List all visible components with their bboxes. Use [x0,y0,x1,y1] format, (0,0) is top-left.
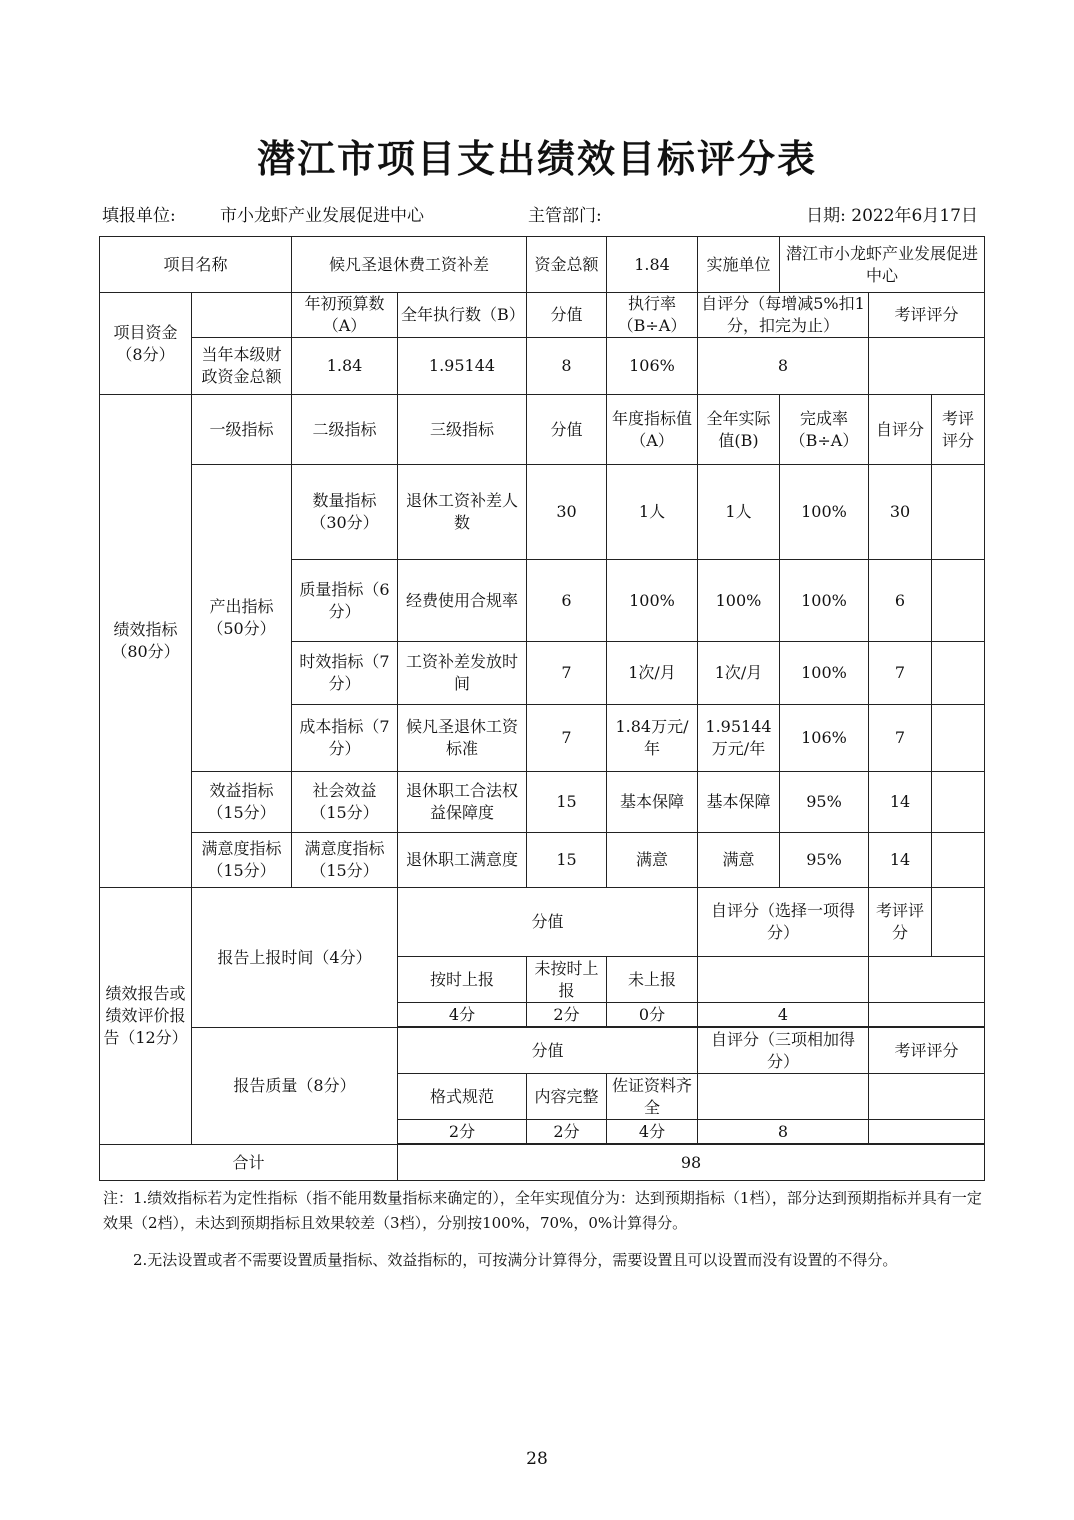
supervising-dept-label: 主管部门: [528,206,602,226]
date-text: 日期: 2022年6月17日 [806,206,978,226]
perf-self-score-header: 自评分 [869,395,932,465]
report-time-review-label: 考评评分 [869,888,932,957]
note-1: 注：1.绩效指标若为定性指标（指不能用数量指标来确定的），全年实现值分为：达到预期指标（1档），部分达到预期指标并具有一定效果（2档），未达到预期指标且效果较差（3档），分别按100%，70%，0%计算得分。 [103,1189,982,1232]
table-row-self: 30 [869,465,932,560]
table-row-l3: 退休工资补差人数 [398,465,527,560]
funds-score-value: 8 [527,338,607,395]
document-title: 潜江市项目支出绩效目标评分表 [256,136,817,181]
report-quality-score: 2分 [527,1120,607,1144]
empty-cell [869,1120,985,1144]
report-time-option: 未按时上报 [527,957,607,1003]
table-row-rate: 95% [780,772,869,833]
report-time-option: 未上报 [607,957,698,1003]
table-row-actual: 100% [698,560,780,642]
execution-header: 全年执行数（B） [398,293,527,338]
fiscal-funds-label: 当年本级财政资金总额 [192,338,292,395]
table-row-target: 基本保障 [607,772,698,833]
report-quality-option: 内容完整 [527,1074,607,1120]
report-quality-option: 格式规范 [398,1074,527,1120]
table-row-rate: 100% [780,465,869,560]
table-row-self: 7 [869,642,932,705]
table-row-score: 6 [527,560,607,642]
funds-review-score [869,338,985,395]
table-row-l3: 工资补差发放时间 [398,642,527,705]
self-score-header: 自评分（每增减5%扣1分，扣完为止） [698,293,869,338]
report-time-label: 报告上报时间（4分） [192,888,398,1028]
table-row-rate: 100% [780,560,869,642]
project-name-value: 候凡圣退休费工资补差 [292,237,527,293]
table-row-rate: 95% [780,833,869,888]
table-row-review [932,465,985,560]
execution-rate-value: 106% [607,338,698,395]
table-row-self: 7 [869,705,932,772]
table-row-score: 15 [527,833,607,888]
level3-header: 三级指标 [398,395,527,465]
report-section-label: 绩效报告或绩效评价报告（12分） [100,888,192,1145]
table-row-target: 1.84万元/年 [607,705,698,772]
total-value: 98 [398,1145,985,1181]
table-row-score: 7 [527,705,607,772]
report-quality-self-label: 自评分（三项相加得分） [698,1028,869,1074]
table-row-rate: 100% [780,642,869,705]
table-row-l2: 社会效益（15分） [292,772,398,833]
table-row-actual: 1次/月 [698,642,780,705]
table-row-l2: 质量指标（6分） [292,560,398,642]
report-quality-score-label: 分值 [398,1028,698,1074]
table-row-review [932,560,985,642]
empty-cell [869,1003,985,1027]
empty-cell [869,957,985,1003]
report-quality-score: 4分 [607,1120,698,1144]
execution-rate-header: 执行率（B÷A） [607,293,698,338]
level1-header: 一级指标 [192,395,292,465]
report-quality-option: 佐证资料齐全 [607,1074,698,1120]
completion-rate-header: 完成率（B÷A） [780,395,869,465]
table-row-actual: 1.95144万元/年 [698,705,780,772]
table-row-score: 7 [527,642,607,705]
budget-header: 年初预算数（A） [292,293,398,338]
table-row-self: 14 [869,833,932,888]
implementing-unit-value: 潜江市小龙虾产业发展促进中心 [780,237,985,293]
score-table [99,236,985,1181]
table-row-self: 14 [869,772,932,833]
table-row-self: 6 [869,560,932,642]
table-row-actual: 1人 [698,465,780,560]
report-time-score: 4分 [398,1003,527,1027]
report-quality-score: 2分 [398,1120,527,1144]
total-funds-value: 1.84 [607,237,698,293]
review-score-header: 考评评分 [869,293,985,338]
table-row-review [932,833,985,888]
table-row-l2: 数量指标（30分） [292,465,398,560]
report-time-score: 2分 [527,1003,607,1027]
note-2: 2.无法设置或者不需要设置质量指标、效益指标的，可按满分计算得分，需要设置且可以设置而没有设置的不得分。 [133,1251,898,1269]
report-quality-label: 报告质量（8分） [192,1028,398,1145]
actual-value-header: 全年实际值(B) [698,395,780,465]
execution-value: 1.95144 [398,338,527,395]
table-row-actual: 基本保障 [698,772,780,833]
form-header [102,201,982,227]
funds-self-score: 8 [698,338,869,395]
empty-cell [698,957,869,1003]
project-name-label: 项目名称 [100,237,292,293]
target-value-header: 年度指标值（A） [607,395,698,465]
table-row-l2: 成本指标（7分） [292,705,398,772]
benefit-indicator-label: 效益指标（15分） [192,772,292,833]
budget-value: 1.84 [292,338,398,395]
empty-cell [192,293,292,338]
report-quality-review-label: 考评评分 [869,1028,985,1074]
perf-review-score-header: 考评评分 [932,395,985,465]
reporting-unit-value: 市小龙虾产业发展促进中心 [220,206,424,226]
table-row-target: 满意 [607,833,698,888]
report-time-option: 按时上报 [398,957,527,1003]
page-number: 28 [526,1449,548,1469]
satisfaction-indicator-label: 满意度指标（15分） [192,833,292,888]
table-row-l2: 时效指标（7分） [292,642,398,705]
empty-cell [698,1074,869,1120]
project-funds-label: 项目资金（8分） [100,293,192,395]
table-row-actual: 满意 [698,833,780,888]
table-row-score: 30 [527,465,607,560]
reporting-unit-label: 填报单位: [102,206,176,226]
table-row-l3: 经费使用合规率 [398,560,527,642]
report-time-score-label: 分值 [398,888,698,957]
table-row-review [932,772,985,833]
total-label: 合计 [100,1145,398,1181]
total-funds-label: 资金总额 [527,237,607,293]
perf-score-header: 分值 [527,395,607,465]
table-row-target: 1人 [607,465,698,560]
level2-header: 二级指标 [292,395,398,465]
score-header: 分值 [527,293,607,338]
table-row-rate: 106% [780,705,869,772]
implementing-unit-label: 实施单位 [698,237,780,293]
table-row-l2: 满意度指标（15分） [292,833,398,888]
table-row-score: 15 [527,772,607,833]
table-row-l3: 候凡圣退休工资标准 [398,705,527,772]
report-time-review-value [932,888,985,957]
table-row-review [932,642,985,705]
table-row-l3: 退休职工满意度 [398,833,527,888]
empty-cell [869,1074,985,1120]
table-row-review [932,705,985,772]
performance-indicators-label: 绩效指标（80分） [100,395,192,888]
table-row-target: 100% [607,560,698,642]
output-indicator-label: 产出指标（50分） [192,465,292,772]
table-row-target: 1次/月 [607,642,698,705]
report-quality-self-value: 8 [698,1120,869,1144]
table-row-l3: 退休职工合法权益保障度 [398,772,527,833]
report-time-self-value: 4 [698,1003,869,1027]
report-time-score: 0分 [607,1003,698,1027]
report-time-self-label: 自评分（选择一项得分） [698,888,869,957]
